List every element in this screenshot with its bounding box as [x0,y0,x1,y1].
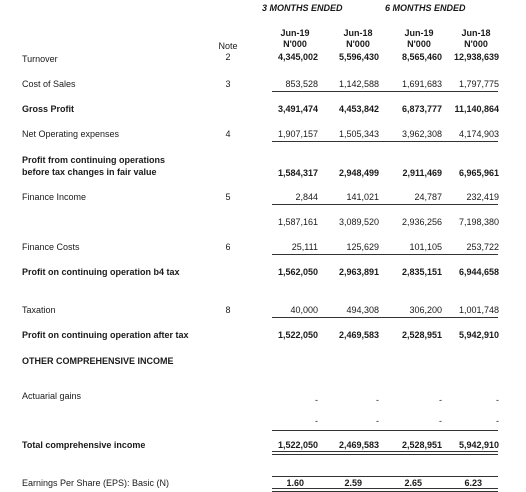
row-label-profit-continuing-ops-line2: before tax changes in fair value [22,167,157,177]
cell: 494,308 [346,305,379,315]
cell: - [496,395,499,405]
cell: 3,491,474 [277,104,318,114]
section-heading-oci: OTHER COMPREHENSIVE INCOME [22,356,174,366]
row-label-gross-profit: Gross Profit [22,104,75,114]
cell: 1,691,683 [401,79,442,89]
col-3-date: Jun-19 [404,28,434,38]
underline [272,204,498,205]
cell: 11,140,864 [454,104,499,114]
cell: 12,938,639 [453,52,499,62]
cell: 125,629 [346,242,379,252]
cell: 1,522,050 [277,440,318,450]
cell: - [376,395,379,405]
note-header: Note [218,41,238,51]
cell: 25,111 [291,242,318,252]
underline [272,254,498,255]
cell: 7,198,380 [458,217,499,227]
cell: 2,528,951 [401,330,442,340]
row-label-eps: Earnings Per Share (EPS): Basic (N) [22,478,170,488]
cell: 2,469,583 [338,330,379,340]
cell: 6,944,658 [458,267,499,277]
cell: 2,835,151 [401,267,442,277]
cell: 2,469,583 [338,440,379,450]
double-underline [272,451,498,455]
cell: 40,000 [290,305,318,315]
underline [272,141,498,142]
cell: 2,844 [295,192,318,202]
cell: 3,089,520 [338,217,379,227]
cell: 8,565,460 [401,52,442,62]
col-4-unit: N'000 [464,39,488,49]
cell: 1,505,343 [338,129,379,139]
cell: 253,722 [466,242,499,252]
row-label-actuarial-gains: Actuarial gains [22,391,82,401]
cell: 6,965,961 [458,168,499,178]
cell: 2,963,891 [338,267,379,277]
row-note: 6 [225,242,231,252]
cell: 1,522,050 [277,330,318,340]
cell: 2,948,499 [338,168,379,178]
cell: 6,873,777 [401,104,442,114]
cell: - [496,416,499,426]
cell: 1,001,748 [458,305,499,315]
col-4-date: Jun-18 [461,28,491,38]
cell: 2,911,469 [402,168,442,178]
cell: 853,528 [285,79,318,89]
col-1-unit: N'000 [283,39,307,49]
cell: 4,174,903 [458,129,499,139]
cell: 5,942,910 [458,330,499,340]
cell: - [439,395,442,405]
row-label-profit-after-tax: Profit on continuing operation after tax [22,330,189,340]
cell: - [315,395,318,405]
cell: 6.23 [464,478,482,488]
cell: - [315,416,318,426]
row-label-cost-of-sales: Cost of Sales [22,79,76,89]
row-note: 3 [225,79,231,89]
cell: 24,787 [414,192,442,202]
cell: - [376,416,379,426]
cell: 2.59 [344,478,362,488]
row-note: 5 [225,192,231,202]
row-label-turnover: Turnover [22,54,58,64]
cell: 5,942,910 [458,440,499,450]
row-label-profit-continuing-ops: Profit from continuing operations [22,155,165,165]
underline [272,317,498,318]
cell: 1,142,588 [338,79,379,89]
cell: 232,419 [466,192,499,202]
cell: 1,584,317 [277,168,318,178]
cell: 1,797,775 [458,79,499,89]
row-note: 2 [225,52,231,62]
cell: 4,453,842 [338,104,379,114]
underline [272,91,498,92]
cell: 101,105 [409,242,442,252]
cell: 1,587,161 [277,217,318,227]
col-2-unit: N'000 [346,39,370,49]
row-label-net-operating-expenses: Net Operating expenses [22,129,120,139]
cell: 4,345,002 [277,52,318,62]
three-months-header: 3 MONTHS ENDED [262,3,343,13]
cell: 2,528,951 [401,440,442,450]
six-months-header: 6 MONTHS ENDED [385,3,466,13]
cell: 5,596,430 [338,52,379,62]
cell: 1.60 [286,478,304,488]
row-label-finance-costs: Finance Costs [22,242,80,252]
row-label-taxation: Taxation [22,305,56,315]
cell: 141,021 [346,192,379,202]
col-2-date: Jun-18 [343,28,373,38]
cell: 3,962,308 [401,129,442,139]
col-1-date: Jun-19 [280,28,310,38]
col-3-unit: N'000 [407,39,431,49]
cell: 2,936,256 [401,217,442,227]
cell: 1,562,050 [277,267,318,277]
row-label-finance-income: Finance Income [22,192,87,202]
cell: 306,200 [409,305,442,315]
row-label-total-comprehensive-income: Total comprehensive income [22,440,146,450]
row-label-profit-before-tax: Profit on continuing operation b4 tax [22,267,180,277]
cell: 1,907,157 [277,129,318,139]
cell: - [439,416,442,426]
underline [272,430,498,431]
row-note: 8 [225,305,231,315]
double-underline [272,488,498,492]
row-note: 4 [225,129,231,139]
cell: 2.65 [404,478,422,488]
underline [272,476,498,477]
